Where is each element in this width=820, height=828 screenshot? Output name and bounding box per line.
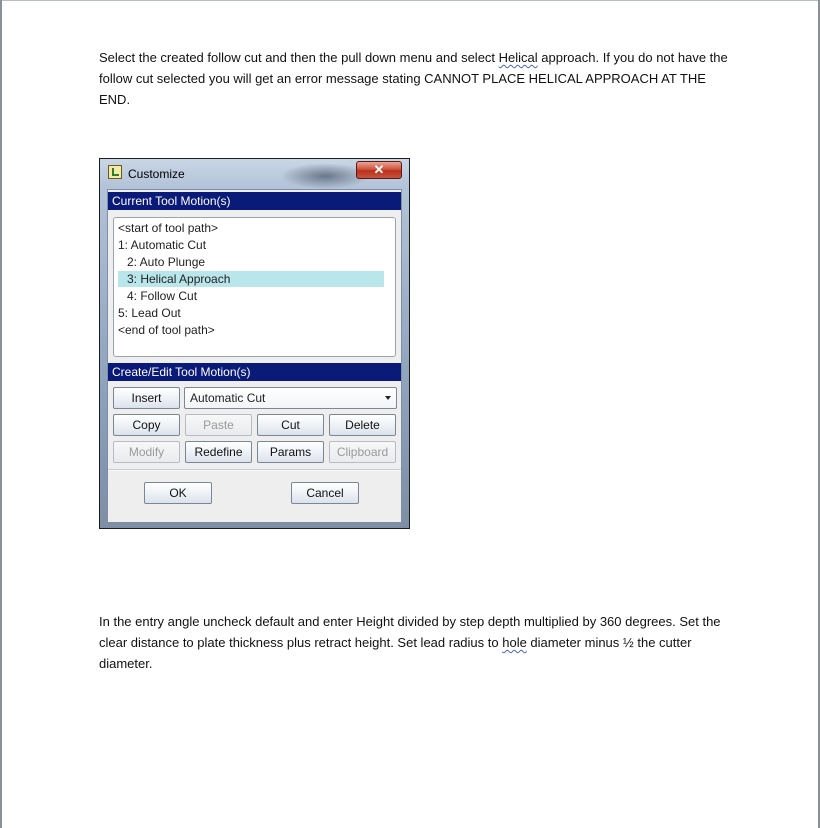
list-item[interactable]: 4: Follow Cut (127, 289, 198, 303)
app-icon (108, 165, 122, 179)
para1-text-a: Select the created follow cut and then the pull down menu and select (99, 50, 499, 65)
para2-spellcheck-word: hole (502, 635, 527, 650)
dropdown-arrow-icon (385, 396, 391, 400)
clipboard-button[interactable]: Clipboard (329, 441, 396, 463)
customize-dialog (99, 158, 410, 529)
para1-text-b: approach. If you do not have the follow cut selected you will get an error message stating CANNOT PLACE HELICAL APPROACH AT THE END. (99, 50, 728, 107)
list-item[interactable]: <start of tool path> (118, 221, 219, 235)
tool-motion-list[interactable] (113, 217, 396, 357)
instruction-paragraph-1 (99, 47, 739, 110)
motion-type-select[interactable] (184, 387, 397, 409)
ok-button[interactable]: OK (144, 482, 212, 504)
copy-button[interactable]: Copy (113, 414, 180, 436)
redefine-button[interactable]: Redefine (185, 441, 252, 463)
motion-type-value: Automatic Cut (190, 391, 266, 405)
current-tool-motions-header: Current Tool Motion(s) (108, 192, 401, 210)
params-button[interactable]: Params (257, 441, 324, 463)
dialog-content (107, 189, 402, 523)
list-item-selected[interactable]: 3: Helical Approach (118, 271, 384, 287)
list-item[interactable]: 5: Lead Out (118, 306, 181, 320)
para2-text-a: In the entry angle uncheck default and enter Height divided by step depth multiplied by 360 degrees. Set the clear distance to plate thickness plus retract height. Set lead radius to (99, 614, 721, 650)
instruction-paragraph-2 (99, 611, 739, 674)
modify-button[interactable]: Modify (113, 441, 180, 463)
delete-button[interactable]: Delete (329, 414, 396, 436)
page-edge-top (0, 0, 820, 1)
paste-button[interactable]: Paste (185, 414, 252, 436)
cancel-button[interactable]: Cancel (291, 482, 359, 504)
list-item[interactable]: 1: Automatic Cut (118, 238, 207, 252)
close-button[interactable]: ✕ (356, 161, 402, 179)
cut-button[interactable]: Cut (257, 414, 324, 436)
divider-highlight (108, 470, 401, 471)
dialog-title: Customize (128, 167, 185, 181)
para2-text-b: diameter minus ½ the cutter diameter. (99, 635, 692, 671)
para1-spellcheck-word: Helical (498, 50, 538, 65)
create-edit-header: Create/Edit Tool Motion(s) (108, 363, 401, 381)
list-item[interactable]: <end of tool path> (118, 323, 215, 337)
dialog-titlebar[interactable] (100, 159, 409, 187)
insert-button[interactable]: Insert (113, 387, 180, 409)
list-item[interactable]: 2: Auto Plunge (127, 255, 206, 269)
page-edge-left (0, 0, 2, 828)
